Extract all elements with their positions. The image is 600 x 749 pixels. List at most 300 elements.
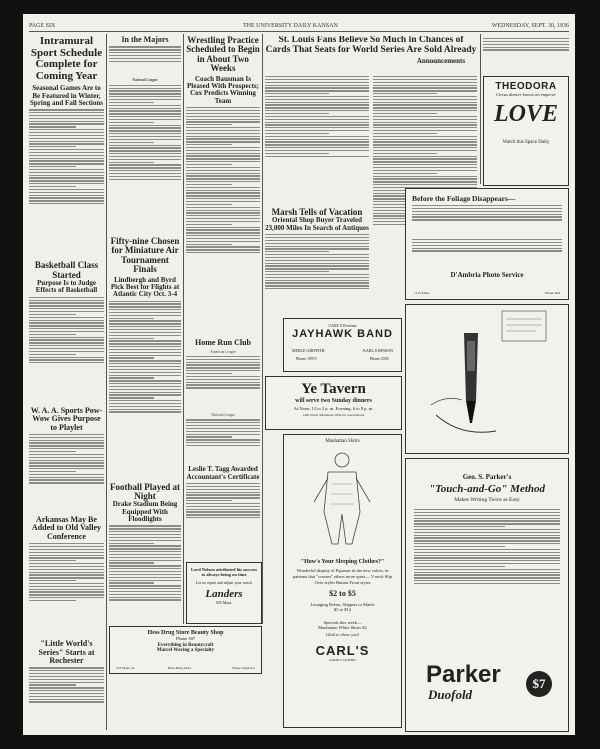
text-line <box>29 699 104 700</box>
text-line <box>414 537 560 538</box>
text-line <box>109 377 154 378</box>
text-line <box>29 445 104 446</box>
article-text <box>265 234 369 314</box>
text-line <box>265 107 369 108</box>
text-line <box>29 693 104 694</box>
text-line <box>29 297 104 298</box>
text-line <box>109 162 154 163</box>
jayhawk-title: JAYHAWK BAND <box>292 328 393 340</box>
text-line <box>29 462 104 463</box>
text-line <box>373 127 477 128</box>
text-line <box>265 265 369 266</box>
dambria-address: 1115 Mass. <box>414 291 430 295</box>
text-line <box>29 109 104 110</box>
text-line <box>414 509 560 510</box>
text-line <box>373 85 477 86</box>
text-line <box>265 234 369 235</box>
text-line <box>186 249 260 250</box>
text-line <box>109 599 181 600</box>
text-line <box>29 437 104 438</box>
text-line <box>414 577 560 578</box>
text-line <box>109 554 181 555</box>
parker-brand: Parker <box>426 661 501 688</box>
text-line <box>109 156 181 157</box>
text-line <box>109 85 181 86</box>
text-line <box>29 135 104 136</box>
article-text <box>29 297 104 405</box>
text-line <box>186 175 260 176</box>
text-line <box>414 529 560 530</box>
column-3 <box>186 36 260 556</box>
text-line <box>109 588 181 589</box>
article-text <box>186 107 260 337</box>
text-line <box>109 340 181 341</box>
headline-night-football: Football Played at Night <box>110 481 180 502</box>
text-line <box>109 383 181 384</box>
hess-address: 723 Mass. St. <box>116 666 136 670</box>
text-line <box>109 372 181 373</box>
text-line <box>109 136 181 137</box>
text-line <box>186 425 260 426</box>
text-line <box>186 362 260 363</box>
headline-home-run-club: Home Run Club <box>194 338 251 348</box>
text-line <box>109 585 181 586</box>
text-line <box>186 212 260 213</box>
text-line <box>373 93 437 94</box>
text-line <box>186 227 260 228</box>
text-line <box>29 451 76 452</box>
text-line <box>186 136 260 137</box>
text-line <box>265 76 369 77</box>
text-line <box>414 552 560 553</box>
fountain-pen-icon <box>406 305 568 453</box>
text-line <box>373 147 477 148</box>
text-line <box>373 96 477 97</box>
text-line <box>109 551 181 552</box>
text-line <box>109 326 181 327</box>
text-line <box>186 492 260 493</box>
text-line <box>29 682 104 683</box>
text-line <box>373 173 437 174</box>
article-text <box>29 667 104 727</box>
text-line <box>373 164 477 165</box>
text-line <box>265 251 329 252</box>
text-line <box>109 565 181 566</box>
text-line <box>186 130 260 131</box>
text-line <box>373 102 477 103</box>
text-line <box>109 369 181 370</box>
text-line <box>109 406 181 407</box>
text-line <box>412 208 562 209</box>
text-line <box>109 301 181 302</box>
headline-waa: W. A. A. Sports Pow-Wow Gives Purpose to Playlet <box>30 405 103 432</box>
text-line <box>29 331 104 332</box>
text-line <box>186 124 232 125</box>
text-line <box>265 127 369 128</box>
column-2 <box>109 36 181 626</box>
hess-title: Hess Drug Store Beauty Shop <box>147 630 224 636</box>
text-line <box>29 186 76 187</box>
text-line <box>109 145 181 146</box>
shirts-lounge-price: $5 to $12 <box>333 607 351 612</box>
text-line <box>412 216 562 217</box>
text-line <box>29 359 104 360</box>
text-line <box>412 250 562 251</box>
text-line <box>109 397 154 398</box>
ad-text <box>414 509 560 629</box>
text-line <box>109 329 181 330</box>
text-line <box>29 141 104 142</box>
text-line <box>29 314 76 315</box>
text-line <box>109 61 181 62</box>
hess-line2: Marcel Waving a Specialty <box>156 648 215 653</box>
text-line <box>414 574 560 575</box>
text-line <box>265 268 369 269</box>
text-line <box>109 528 181 529</box>
article-text <box>483 38 569 64</box>
text-line <box>186 181 260 182</box>
text-line <box>265 277 369 278</box>
text-line <box>29 566 104 567</box>
text-line <box>186 119 260 120</box>
text-line <box>29 149 104 150</box>
text-line <box>29 132 104 133</box>
text-line <box>29 158 104 159</box>
text-line <box>186 373 232 374</box>
text-line <box>29 560 76 561</box>
text-line <box>414 512 560 513</box>
text-line <box>186 150 260 151</box>
text-line <box>412 239 562 240</box>
text-line <box>186 431 260 432</box>
theodora-tag: Watch this Space Daily <box>502 140 550 145</box>
text-line <box>373 139 477 140</box>
article-text <box>109 301 181 481</box>
text-line <box>186 110 260 111</box>
text-line <box>109 315 181 316</box>
text-line <box>109 102 154 103</box>
text-line <box>29 357 104 358</box>
column-rule <box>106 34 107 730</box>
text-line <box>29 549 104 550</box>
article-text <box>186 483 260 543</box>
text-line <box>186 387 260 388</box>
text-line <box>186 178 260 179</box>
hess-phone: Phone 507 <box>175 636 196 641</box>
jayhawk-leader-right: KARL JOHNSON <box>363 348 393 353</box>
text-line <box>29 479 104 480</box>
headline-intramural: Intramural Sport Schedule Complete for Coming Year <box>30 36 103 82</box>
text-line <box>29 454 104 455</box>
text-line <box>186 442 260 443</box>
text-line <box>186 224 232 225</box>
text-line <box>414 535 560 536</box>
text-line <box>414 569 560 570</box>
shirts-glad: Glad to show you! <box>325 632 360 637</box>
text-line <box>109 545 181 546</box>
text-line <box>186 190 260 191</box>
landers-line2: Let us repair and adjust your watch <box>195 580 253 585</box>
text-line <box>373 170 477 171</box>
text-line <box>373 107 477 108</box>
text-line <box>109 318 154 319</box>
text-line <box>186 133 260 134</box>
text-line <box>109 568 181 569</box>
text-line <box>373 161 477 162</box>
text-line <box>29 118 104 119</box>
parker-sub: Makes Writing Twice as Easy <box>454 497 520 503</box>
text-line <box>265 87 369 88</box>
foliage-title: Before the Foliage Disappears— <box>412 194 516 203</box>
text-line <box>373 90 477 91</box>
tavern-title: Ye Tavern <box>301 381 366 397</box>
text-line <box>265 254 369 255</box>
text-line <box>109 338 154 339</box>
subhead-wrestling: Coach Bausman Is Pleased With Prospects; Cox Predicts Winning Team <box>187 74 259 105</box>
text-line <box>414 526 505 527</box>
text-line <box>29 166 76 167</box>
text-line <box>265 133 329 134</box>
text-line <box>373 87 477 88</box>
text-line <box>186 127 260 128</box>
text-line <box>29 543 104 544</box>
pen-illustration-ad <box>405 304 569 454</box>
text-line <box>373 181 477 182</box>
text-line <box>109 173 181 174</box>
text-line <box>109 577 181 578</box>
text-line <box>29 155 104 156</box>
text-line <box>186 500 232 501</box>
text-line <box>186 486 260 487</box>
text-line <box>186 221 260 222</box>
jayhawk-band-ad <box>283 318 402 372</box>
parker-presents: Geo. S. Parker's <box>462 473 512 481</box>
text-line <box>414 515 560 516</box>
landers-address: 935 Mass. <box>215 600 233 605</box>
text-line <box>186 192 260 193</box>
text-line <box>265 271 329 272</box>
text-line <box>109 46 181 47</box>
masthead-rule <box>29 31 569 32</box>
parker-duofold: Duofold <box>428 687 473 702</box>
text-line <box>29 679 104 680</box>
column-rule <box>183 34 184 624</box>
theodora-ad <box>483 76 569 186</box>
homerun-list <box>186 356 260 411</box>
text-line <box>29 586 104 587</box>
text-line <box>186 170 260 171</box>
text-line <box>109 303 181 304</box>
text-line <box>265 246 369 247</box>
text-line <box>29 345 104 346</box>
text-line <box>29 300 104 301</box>
text-line <box>186 506 260 507</box>
text-line <box>109 343 181 344</box>
text-line <box>109 349 181 350</box>
text-line <box>265 116 369 117</box>
text-line <box>29 600 76 601</box>
text-line <box>412 242 562 243</box>
text-line <box>186 144 232 145</box>
text-line <box>186 356 260 357</box>
text-line <box>29 460 104 461</box>
newspaper-page <box>23 14 575 735</box>
text-line <box>265 102 369 103</box>
text-line <box>29 325 104 326</box>
text-line <box>29 203 104 204</box>
text-line <box>186 161 260 162</box>
text-line <box>109 557 181 558</box>
text-line <box>483 38 569 39</box>
text-line <box>186 238 260 239</box>
text-line <box>373 99 477 100</box>
text-line <box>186 439 260 440</box>
text-line <box>265 119 369 120</box>
text-line <box>109 531 181 532</box>
text-line <box>29 177 104 178</box>
text-line <box>29 440 104 441</box>
text-line <box>265 237 369 238</box>
text-line <box>186 184 232 185</box>
text-line <box>29 687 104 688</box>
text-line <box>29 180 104 181</box>
text-line <box>109 58 181 59</box>
text-line <box>186 503 260 504</box>
text-line <box>109 108 181 109</box>
text-line <box>373 144 477 145</box>
text-line <box>29 583 104 584</box>
text-line <box>29 354 76 355</box>
text-line <box>109 389 181 390</box>
text-line <box>29 320 104 321</box>
text-line <box>109 125 181 126</box>
text-line <box>29 163 104 164</box>
text-line <box>186 153 260 154</box>
text-line <box>109 320 181 321</box>
text-line <box>29 311 104 312</box>
text-line <box>265 96 369 97</box>
text-line <box>186 246 260 247</box>
text-line <box>29 589 104 590</box>
text-line <box>109 534 181 535</box>
text-line <box>109 159 181 160</box>
text-line <box>109 99 181 100</box>
article-text <box>265 76 369 206</box>
text-line <box>414 518 560 519</box>
headline-st-louis: St. Louis Fans Believe So Much in Chances of Cards That Seats for World Series Are Sold Already <box>265 36 477 55</box>
text-line <box>109 306 181 307</box>
text-line <box>29 308 104 309</box>
text-line <box>29 471 76 472</box>
text-line <box>373 176 477 177</box>
shirts-special2: Manhattan White Shirts $2 <box>318 625 367 630</box>
text-line <box>109 594 181 595</box>
manhattan-shirts-ad <box>283 434 402 728</box>
text-line <box>29 152 104 153</box>
text-line <box>109 88 181 89</box>
text-line <box>109 167 181 168</box>
text-line <box>29 195 104 196</box>
text-line <box>109 537 181 538</box>
text-line <box>186 113 260 114</box>
text-line <box>373 116 477 117</box>
text-line <box>186 419 260 420</box>
text-line <box>265 141 369 142</box>
text-line <box>373 122 477 123</box>
text-line <box>414 532 560 533</box>
headline-little-series: "Little World's Series" Starts at Rochester <box>38 639 95 665</box>
text-line <box>29 305 104 306</box>
text-line <box>186 252 260 253</box>
text-line <box>186 195 260 196</box>
jayhawk-presents: CARL'S Presents <box>328 323 357 328</box>
text-line <box>109 55 181 56</box>
text-line <box>483 41 569 42</box>
text-line <box>29 342 104 343</box>
text-line <box>412 245 562 246</box>
landers-logo: Landers <box>205 588 243 600</box>
ad-text <box>412 205 562 233</box>
dambria-studio: D'Ambria Photo Service <box>450 271 524 279</box>
text-line <box>265 113 329 114</box>
text-line <box>109 375 181 376</box>
text-line <box>109 133 181 134</box>
text-line <box>109 580 181 581</box>
text-line <box>29 121 104 122</box>
text-line <box>373 153 437 154</box>
text-line <box>109 548 181 549</box>
text-line <box>29 322 104 323</box>
text-line <box>265 139 369 140</box>
text-line <box>186 434 260 435</box>
theodora-love: LOVE <box>493 101 558 127</box>
page-number: PAGE SIX <box>29 23 56 29</box>
ye-tavern-ad <box>265 376 402 430</box>
text-line <box>29 112 104 113</box>
majors-subhead: National League <box>132 78 158 83</box>
text-line <box>186 376 260 377</box>
text-line <box>186 483 260 484</box>
text-line <box>373 82 477 83</box>
text-line <box>29 337 104 338</box>
text-line <box>186 229 260 230</box>
jayhawk-leader-left: MERLE GRIFFITH <box>292 348 325 353</box>
text-line <box>414 563 560 564</box>
text-line <box>109 110 181 111</box>
text-line <box>186 359 260 360</box>
text-line <box>109 591 181 592</box>
text-line <box>373 104 477 105</box>
text-line <box>29 146 76 147</box>
text-line <box>29 183 104 184</box>
text-line <box>373 76 477 77</box>
text-line <box>412 219 562 220</box>
text-line <box>414 580 560 581</box>
column-6 <box>483 36 569 66</box>
text-line <box>29 302 104 303</box>
text-line <box>373 79 477 80</box>
shirts-title: Manhattan Shirts <box>325 439 360 444</box>
text-line <box>29 670 104 671</box>
hess-line1: Everything in Beautycraft <box>157 643 214 648</box>
text-line <box>414 583 560 584</box>
text-line <box>109 312 181 313</box>
text-line <box>29 569 104 570</box>
text-line <box>186 382 260 383</box>
text-line <box>29 175 104 176</box>
text-line <box>265 79 369 80</box>
tavern-sub: will serve two Sunday dinners <box>295 398 372 404</box>
